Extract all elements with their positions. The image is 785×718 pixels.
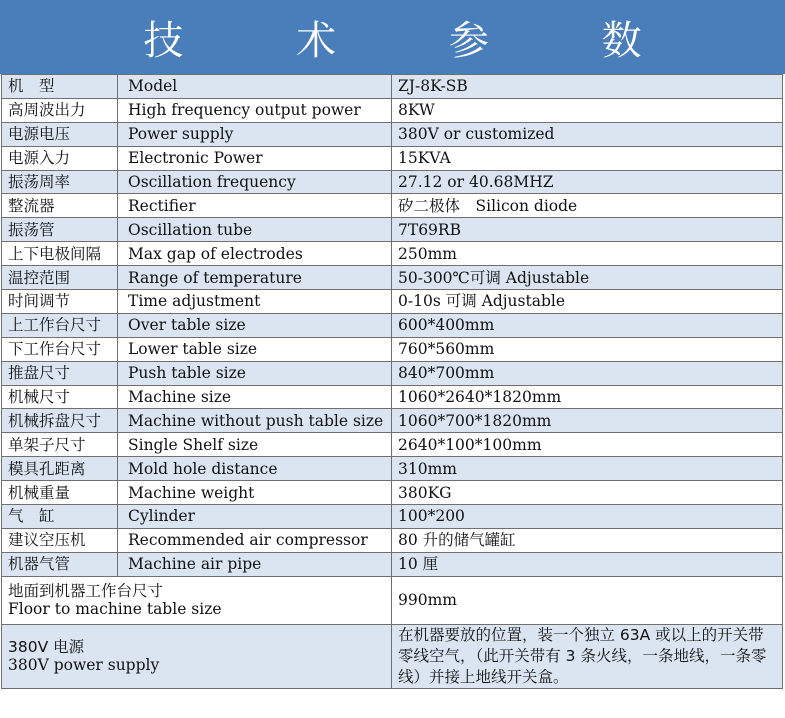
param-value: 760*560mm <box>392 337 783 361</box>
param-value: 250mm <box>392 242 783 266</box>
param-name-en: High frequency output power <box>118 98 392 122</box>
table-row <box>2 146 783 170</box>
param-name-en: Oscillation tube <box>118 218 392 242</box>
table-row <box>2 313 783 337</box>
param-name-cn: 机械拆盘尺寸 <box>2 409 118 433</box>
table-row <box>2 290 783 314</box>
table-row <box>2 266 783 290</box>
param-value: 100*200 <box>392 505 783 529</box>
param-value: 2640*100*100mm <box>392 433 783 457</box>
param-value: 27.12 or 40.68MHZ <box>392 170 783 194</box>
param-name-cn: 振荡管 <box>2 218 118 242</box>
param-name-en: Recommended air compressor <box>118 528 392 552</box>
param-value: 15KVA <box>392 146 783 170</box>
spec-table <box>1 74 783 689</box>
param-value: 矽二极体 Silicon diode <box>392 194 783 218</box>
param-value: 80 升的储气罐缸 <box>392 528 783 552</box>
param-name-cn: 电源电压 <box>2 122 118 146</box>
title-banner <box>0 0 785 74</box>
table-row <box>2 409 783 433</box>
table-row-floor <box>2 576 783 624</box>
param-name-en: Time adjustment <box>118 290 392 314</box>
param-name-en: Cylinder <box>118 505 392 529</box>
table-row <box>2 505 783 529</box>
table-row <box>2 528 783 552</box>
power-label-en: 380V power supply <box>8 656 160 675</box>
param-value: 10 厘 <box>392 552 783 576</box>
table-row <box>2 457 783 481</box>
table-row <box>2 481 783 505</box>
floor-label-cell <box>2 576 392 624</box>
param-name-en: Model <box>118 75 392 99</box>
param-name-en: Power supply <box>118 122 392 146</box>
table-row <box>2 385 783 409</box>
param-name-en: Range of temperature <box>118 266 392 290</box>
table-row <box>2 433 783 457</box>
param-name-en: Electronic Power <box>118 146 392 170</box>
param-name-cn: 单架子尺寸 <box>2 433 118 457</box>
param-value: 8KW <box>392 98 783 122</box>
param-value: 1060*2640*1820mm <box>392 385 783 409</box>
param-value: 380V or customized <box>392 122 783 146</box>
table-row <box>2 552 783 576</box>
param-name-en: Mold hole distance <box>118 457 392 481</box>
param-name-en: Machine size <box>118 385 392 409</box>
param-value: 7T69RB <box>392 218 783 242</box>
floor-label-en: Floor to machine table size <box>8 600 222 619</box>
param-name-en: Push table size <box>118 361 392 385</box>
param-name-en: Over table size <box>118 313 392 337</box>
param-name-cn: 气 缸 <box>2 505 118 529</box>
table-row <box>2 122 783 146</box>
param-name-cn: 高周波出力 <box>2 98 118 122</box>
param-value: ZJ-8K-SB <box>392 75 783 99</box>
table-row <box>2 337 783 361</box>
param-name-cn: 下工作台尺寸 <box>2 337 118 361</box>
param-value: 50-300℃可调 Adjustable <box>392 266 783 290</box>
power-label-cell <box>2 624 392 688</box>
param-value: 380KG <box>392 481 783 505</box>
floor-label-cn: 地面到机器工作台尺寸 <box>8 582 164 601</box>
param-name-cn: 机械尺寸 <box>2 385 118 409</box>
param-value: 0-10s 可调 Adjustable <box>392 290 783 314</box>
param-name-en: Machine air pipe <box>118 552 392 576</box>
param-name-cn: 模具孔距离 <box>2 457 118 481</box>
param-name-cn: 时间调节 <box>2 290 118 314</box>
param-name-en: Machine weight <box>118 481 392 505</box>
table-row <box>2 361 783 385</box>
param-name-cn: 电源入力 <box>2 146 118 170</box>
param-name-en: Oscillation frequency <box>118 170 392 194</box>
param-value: 840*700mm <box>392 361 783 385</box>
param-name-cn: 温控范围 <box>2 266 118 290</box>
param-name-cn: 上工作台尺寸 <box>2 313 118 337</box>
table-row <box>2 218 783 242</box>
table-row <box>2 242 783 266</box>
page-title: 技 术 参 数 <box>143 17 692 64</box>
floor-value: 990mm <box>392 576 783 624</box>
table-row <box>2 170 783 194</box>
param-name-cn: 振荡周率 <box>2 170 118 194</box>
param-name-en: Rectifier <box>118 194 392 218</box>
param-name-en: Single Shelf size <box>118 433 392 457</box>
param-name-en: Machine without push table size <box>118 409 392 433</box>
param-value: 600*400mm <box>392 313 783 337</box>
param-name-cn: 整流器 <box>2 194 118 218</box>
table-row <box>2 75 783 99</box>
param-name-cn: 机 型 <box>2 75 118 99</box>
table-row <box>2 194 783 218</box>
param-name-en: Max gap of electrodes <box>118 242 392 266</box>
spec-table-body <box>2 75 783 689</box>
param-value: 310mm <box>392 457 783 481</box>
param-name-cn: 机械重量 <box>2 481 118 505</box>
table-row <box>2 98 783 122</box>
param-name-cn: 机器气管 <box>2 552 118 576</box>
power-value: 在机器要放的位置，装一个独立 63A 或以上的开关带零线空气，（此开关带有 3 条火线，一条地线，一条零线）并接上地线开关盒。 <box>392 624 783 688</box>
param-value: 1060*700*1820mm <box>392 409 783 433</box>
param-name-en: Lower table size <box>118 337 392 361</box>
power-label-cn: 380V 电源 <box>8 638 85 657</box>
param-name-cn: 建议空压机 <box>2 528 118 552</box>
param-name-cn: 推盘尺寸 <box>2 361 118 385</box>
table-row-power <box>2 624 783 688</box>
param-name-cn: 上下电极间隔 <box>2 242 118 266</box>
